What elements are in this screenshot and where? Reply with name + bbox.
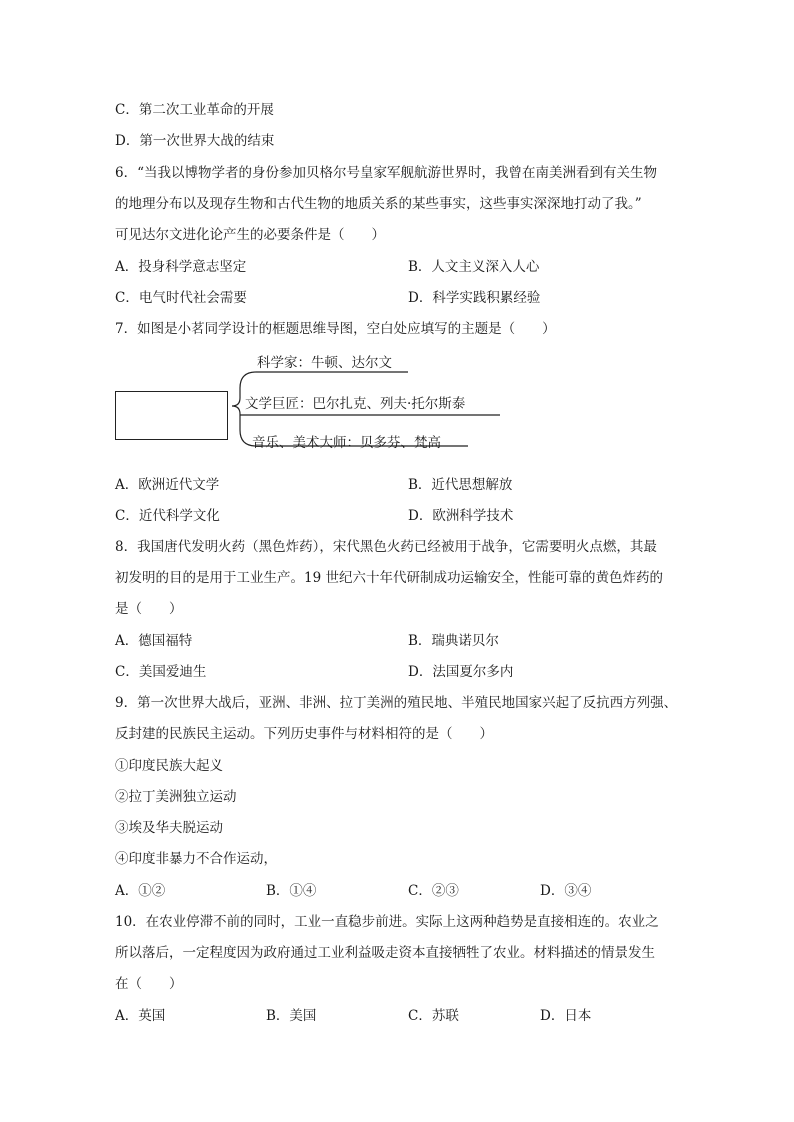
mindmap-blank-box bbox=[115, 391, 228, 440]
mindmap-branch-literature: 文学巨匠：巴尔扎克、列夫·托尔斯泰 bbox=[245, 396, 466, 412]
q6-option-b: B．人文主义深入人心 bbox=[408, 259, 540, 275]
q7-option-c: C．近代科学文化 bbox=[115, 508, 220, 524]
q10-stem-line2: 所以落后，一定程度因为政府通过工业利益吸走资本直接牺牲了农业。材料描述的情景发生 bbox=[115, 945, 655, 961]
q6-option-d: D．科学实践积累经验 bbox=[408, 290, 541, 306]
q9-option-a: A．①② bbox=[115, 883, 166, 899]
q6-stem-line1: 6．“当我以博物学者的身份参加贝格尔号皇家军舰航游世界时，我曾在南美洲看到有关生物 bbox=[115, 165, 657, 181]
q8-option-c: C．美国爱迪生 bbox=[115, 664, 207, 680]
q5-option-d: D．第一次世界大战的结束 bbox=[115, 133, 275, 149]
q5-option-c: C．第二次工业革命的开展 bbox=[115, 102, 274, 118]
q7-stem: 7．如图是小茗同学设计的框题思维导图，空白处应填写的主题是（ ） bbox=[115, 321, 556, 337]
q9-item-2: ②拉丁美洲独立运动 bbox=[115, 789, 237, 805]
q10-option-b: B．美国 bbox=[266, 1008, 317, 1024]
q6-option-c: C．电气时代社会需要 bbox=[115, 290, 247, 306]
q7-option-d: D．欧洲科学技术 bbox=[408, 508, 514, 524]
q10-option-c: C．苏联 bbox=[408, 1008, 459, 1024]
q9-option-d: D．③④ bbox=[540, 883, 592, 899]
q9-item-4: ④印度非暴力不合作运动， bbox=[115, 851, 277, 867]
q7-option-a: A．欧洲近代文学 bbox=[115, 477, 220, 493]
q9-option-b: B．①④ bbox=[266, 883, 317, 899]
q8-stem-line3: 是（ ） bbox=[115, 601, 183, 617]
q7-option-b: B．近代思想解放 bbox=[408, 477, 513, 493]
q9-item-3: ③埃及华夫脱运动 bbox=[115, 820, 223, 836]
q10-option-d: D．日本 bbox=[540, 1008, 592, 1024]
q9-option-c: C．②③ bbox=[408, 883, 459, 899]
q9-item-1: ①印度民族大起义 bbox=[115, 758, 223, 774]
q6-stem-line3: 可见达尔文进化论产生的必要条件是（ ） bbox=[115, 227, 385, 243]
q10-stem-line1: 10．在农业停滞不前的同时，工业一直稳步前进。实际上这两种趋势是直接相连的。农业之 bbox=[115, 914, 659, 930]
q8-stem-line2: 初发明的目的是用于工业生产。19 世纪六十年代研制成功运输安全，性能可靠的黄色炸药的 bbox=[115, 570, 663, 586]
mindmap-branch-science: 科学家：牛顿、达尔文 bbox=[257, 355, 392, 371]
mindmap-branch-arts: 音乐、美术大师：贝多芬、梵高 bbox=[252, 435, 441, 451]
q8-option-b: B．瑞典诺贝尔 bbox=[408, 633, 499, 649]
q9-stem-line1: 9．第一次世界大战后，亚洲、非洲、拉丁美洲的殖民地、半殖民地国家兴起了反抗西方列强、 bbox=[115, 695, 678, 711]
q10-stem-line3: 在（ ） bbox=[115, 976, 183, 992]
q6-option-a: A．投身科学意志坚定 bbox=[115, 259, 247, 275]
q8-option-a: A．德国福特 bbox=[115, 633, 193, 649]
q9-stem-line2: 反封建的民族民主运动。下列历史事件与材料相符的是（ ） bbox=[115, 726, 493, 742]
q10-option-a: A．英国 bbox=[115, 1008, 166, 1024]
q8-stem-line1: 8．我国唐代发明火药（黑色炸药），宋代黑色火药已经被用于战争，它需要明火点燃，其最 bbox=[115, 539, 657, 555]
q8-option-d: D．法国夏尔多内 bbox=[408, 664, 514, 680]
q6-stem-line2: 的地理分布以及现存生物和古代生物的地质关系的某些事实，这些事实深深地打动了我。” bbox=[115, 196, 642, 212]
